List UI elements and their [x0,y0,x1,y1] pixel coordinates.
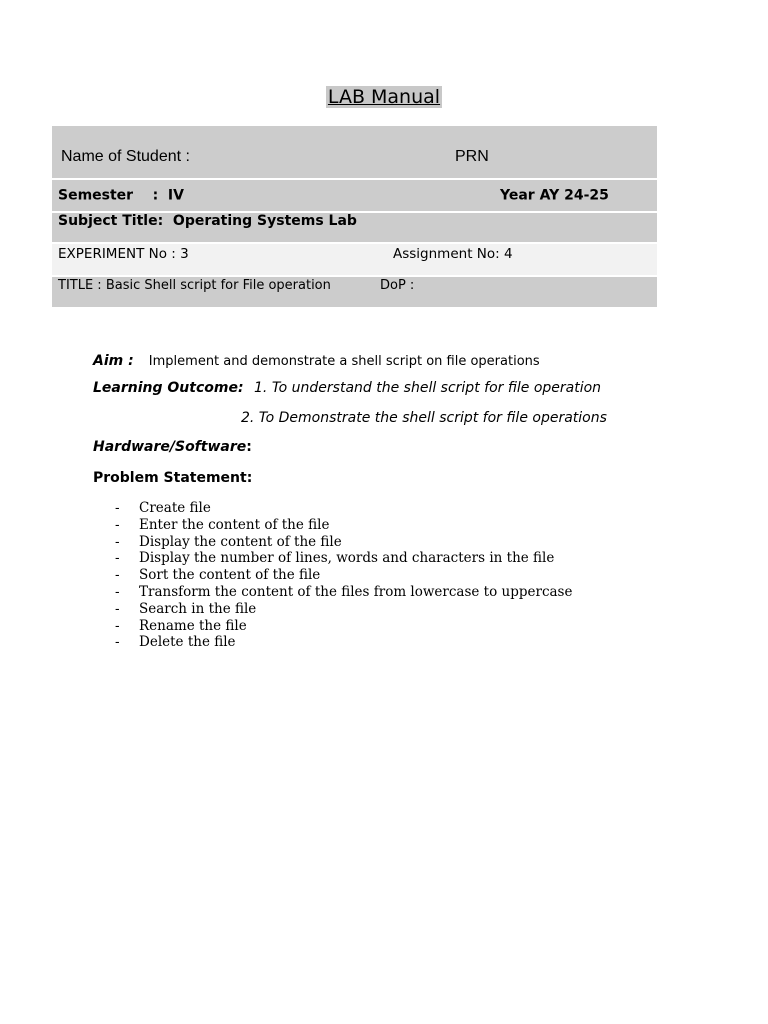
list-item-text: Transform the content of the files from lowercase to uppercase [139,583,573,600]
student-name-row [52,126,657,178]
semester-field: Semester : IV [58,187,184,204]
document-title-text: LAB Manual [327,86,441,108]
aim-label: Aim : [93,353,134,369]
learning-outcome-item: 2. To Demonstrate the shell script for file operations [241,410,607,426]
learning-outcome-label: Learning Outcome: [93,380,244,396]
subject-row [52,213,657,242]
list-item-text: Create file [139,500,211,516]
semester-row [52,180,657,211]
list-item-text: Search in the file [139,600,257,617]
list-bullet: - [115,567,120,584]
list-bullet: - [115,600,120,617]
list-item-text: Rename the file [139,617,247,634]
assignment-number-field: Assignment No: 4 [393,246,513,262]
list-bullet: - [115,500,120,516]
prn-label: PRN [455,148,489,165]
subject-title-field: Subject Title: Operating Systems Lab [58,213,357,229]
aim-text: Implement and demonstrate a shell script on file operations [148,354,540,369]
list-item-text: Sort the content of the file [139,567,321,584]
list-item-text: Delete the file [139,634,236,651]
list-item-text: Enter the content of the file [139,516,330,533]
title-row [52,277,657,307]
learning-outcome-item: 1. To understand the shell script for file operation [254,380,602,396]
experiment-row [52,244,657,275]
hardware-software-line [93,439,252,455]
list-bullet: - [115,583,120,600]
experiment-number-field: EXPERIMENT No : 3 [58,246,189,262]
experiment-title-field: TITLE : Basic Shell script for File operation [58,278,331,293]
list-item-text: Display the number of lines, words and characters in the file [139,550,555,567]
document-title [0,86,768,108]
dop-field: DoP : [380,278,415,293]
list-bullet: - [115,634,120,651]
learning-outcome-line [93,380,601,396]
list-bullet: - [115,533,120,550]
hardware-software-colon: : [246,439,252,455]
list-item-text: Display the content of the file [139,533,342,550]
hardware-software-label: Hardware/Software [93,439,247,455]
list-bullet: - [115,516,120,533]
academic-year-field: Year AY 24-25 [500,187,609,204]
list-bullet: - [115,550,120,567]
aim-line [93,350,540,369]
header-table [52,126,657,309]
student-name-label: Name of Student : [61,148,190,165]
list-bullet: - [115,617,120,634]
problem-statement-label: Problem Statement: [93,470,253,486]
